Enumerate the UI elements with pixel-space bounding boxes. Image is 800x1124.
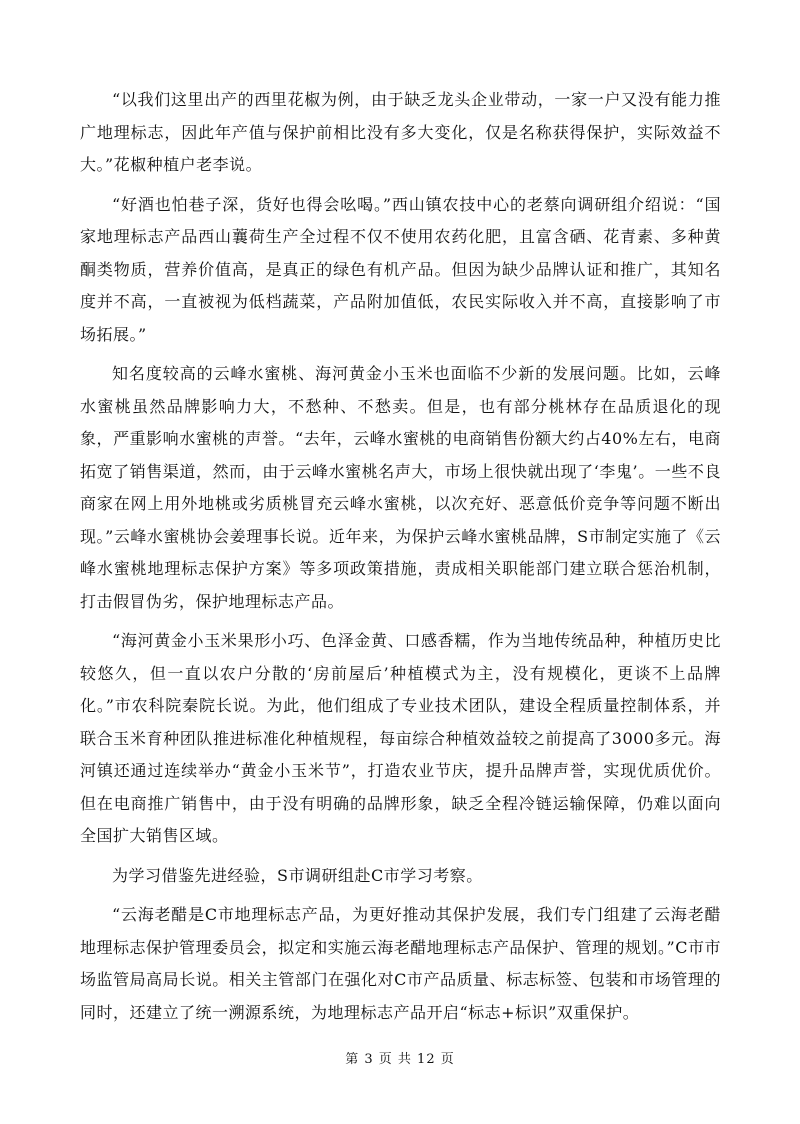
page-number-footer: 第 3 页 共 12 页	[345, 1052, 455, 1067]
paragraph-laocu: “云海老醋是C市地理标志产品，为更好推动其保护发展，我们专门组建了云海老醋地理标志保护管理委员会，拟定和实施云海老醋地理标志产品保护、管理的规划。”C市市场监管局高局长说。相关主管部门在强化对C市产品质量、标志标签、包装和市场管理的同时，还建立了统一溯源系统，为地理标志产品开启“标志+标识”双重保护。	[80, 905, 721, 1022]
paragraph-shuimitao: 知名度较高的云峰水蜜桃、海河黄金小玉米也面临不少新的发展问题。比如，云峰水蜜桃虽然品牌影响力大，不愁种、不愁卖。但是，也有部分桃林存在品质退化的现象，严重影响水蜜桃的声誉。“去年，云峰水蜜桃的电商销售份额大约占40%左右，电商拓宽了销售渠道，然而，由于云峰水蜜桃名声大，市场上很快就出现了‘李鬼’。一些不良商家在网上用外地桃或劣质桃冒充云峰水蜜桃，以次充好、恶意低价竞争等问题不断出现。”云峰水蜜桃协会姜理事长说。近年来，为保护云峰水蜜桃品牌，S市制定实施了《云峰水蜜桃地理标志保护方案》等多项政策措施，责成相关职能部门建立联合惩治机制，打击假冒伪劣，保护地理标志产品。	[80, 364, 721, 611]
paragraph-huajiao: “以我们这里出产的西里花椒为例，由于缺乏龙头企业带动，一家一户又没有能力推广地理标志，因此年产值与保护前相比没有多大变化，仅是名称获得保护，实际效益不大。”花椒种植户老李说。	[80, 90, 721, 174]
document-body	[80, 84, 721, 1036]
paragraph-xianghe: “好酒也怕巷子深，货好也得会吆喝。”西山镇农技中心的老蔡向调研组介绍说：“国家地理标志产品西山蘘荷生产全过程不仅不使用农药化肥，且富含硒、花青素、多种黄酮类物质，营养价值高，是真正的绿色有机产品。但因为缺少品牌认证和推广，其知名度并不高，一直被视为低档蔬菜，产品附加值低，农民实际收入并不高，直接影响了市场拓展。”	[80, 194, 721, 344]
paragraph-xiaoyumi: “海河黄金小玉米果形小巧、色泽金黄、口感香糯，作为当地传统品种，种植历史比较悠久，但一直以农户分散的‘房前屋后’种植模式为主，没有规模化，更谈不上品牌化。”市农科院秦院长说。为此，他们组成了专业技术团队，建设全程质量控制体系，并联合玉米育种团队推进标准化种植规程，每亩综合种植效益较之前提高了3000多元。海河镇还通过连续举办“黄金小玉米节”，打造农业节庆，提升品牌声誉，实现优质优价。但在电商推广销售中，由于没有明确的品牌形象，缺乏全程冷链运输保障，仍难以面向全国扩大销售区域。	[80, 631, 721, 845]
paragraph-kaocha: 为学习借鉴先进经验，S市调研组赴C市学习考察。	[112, 865, 483, 885]
